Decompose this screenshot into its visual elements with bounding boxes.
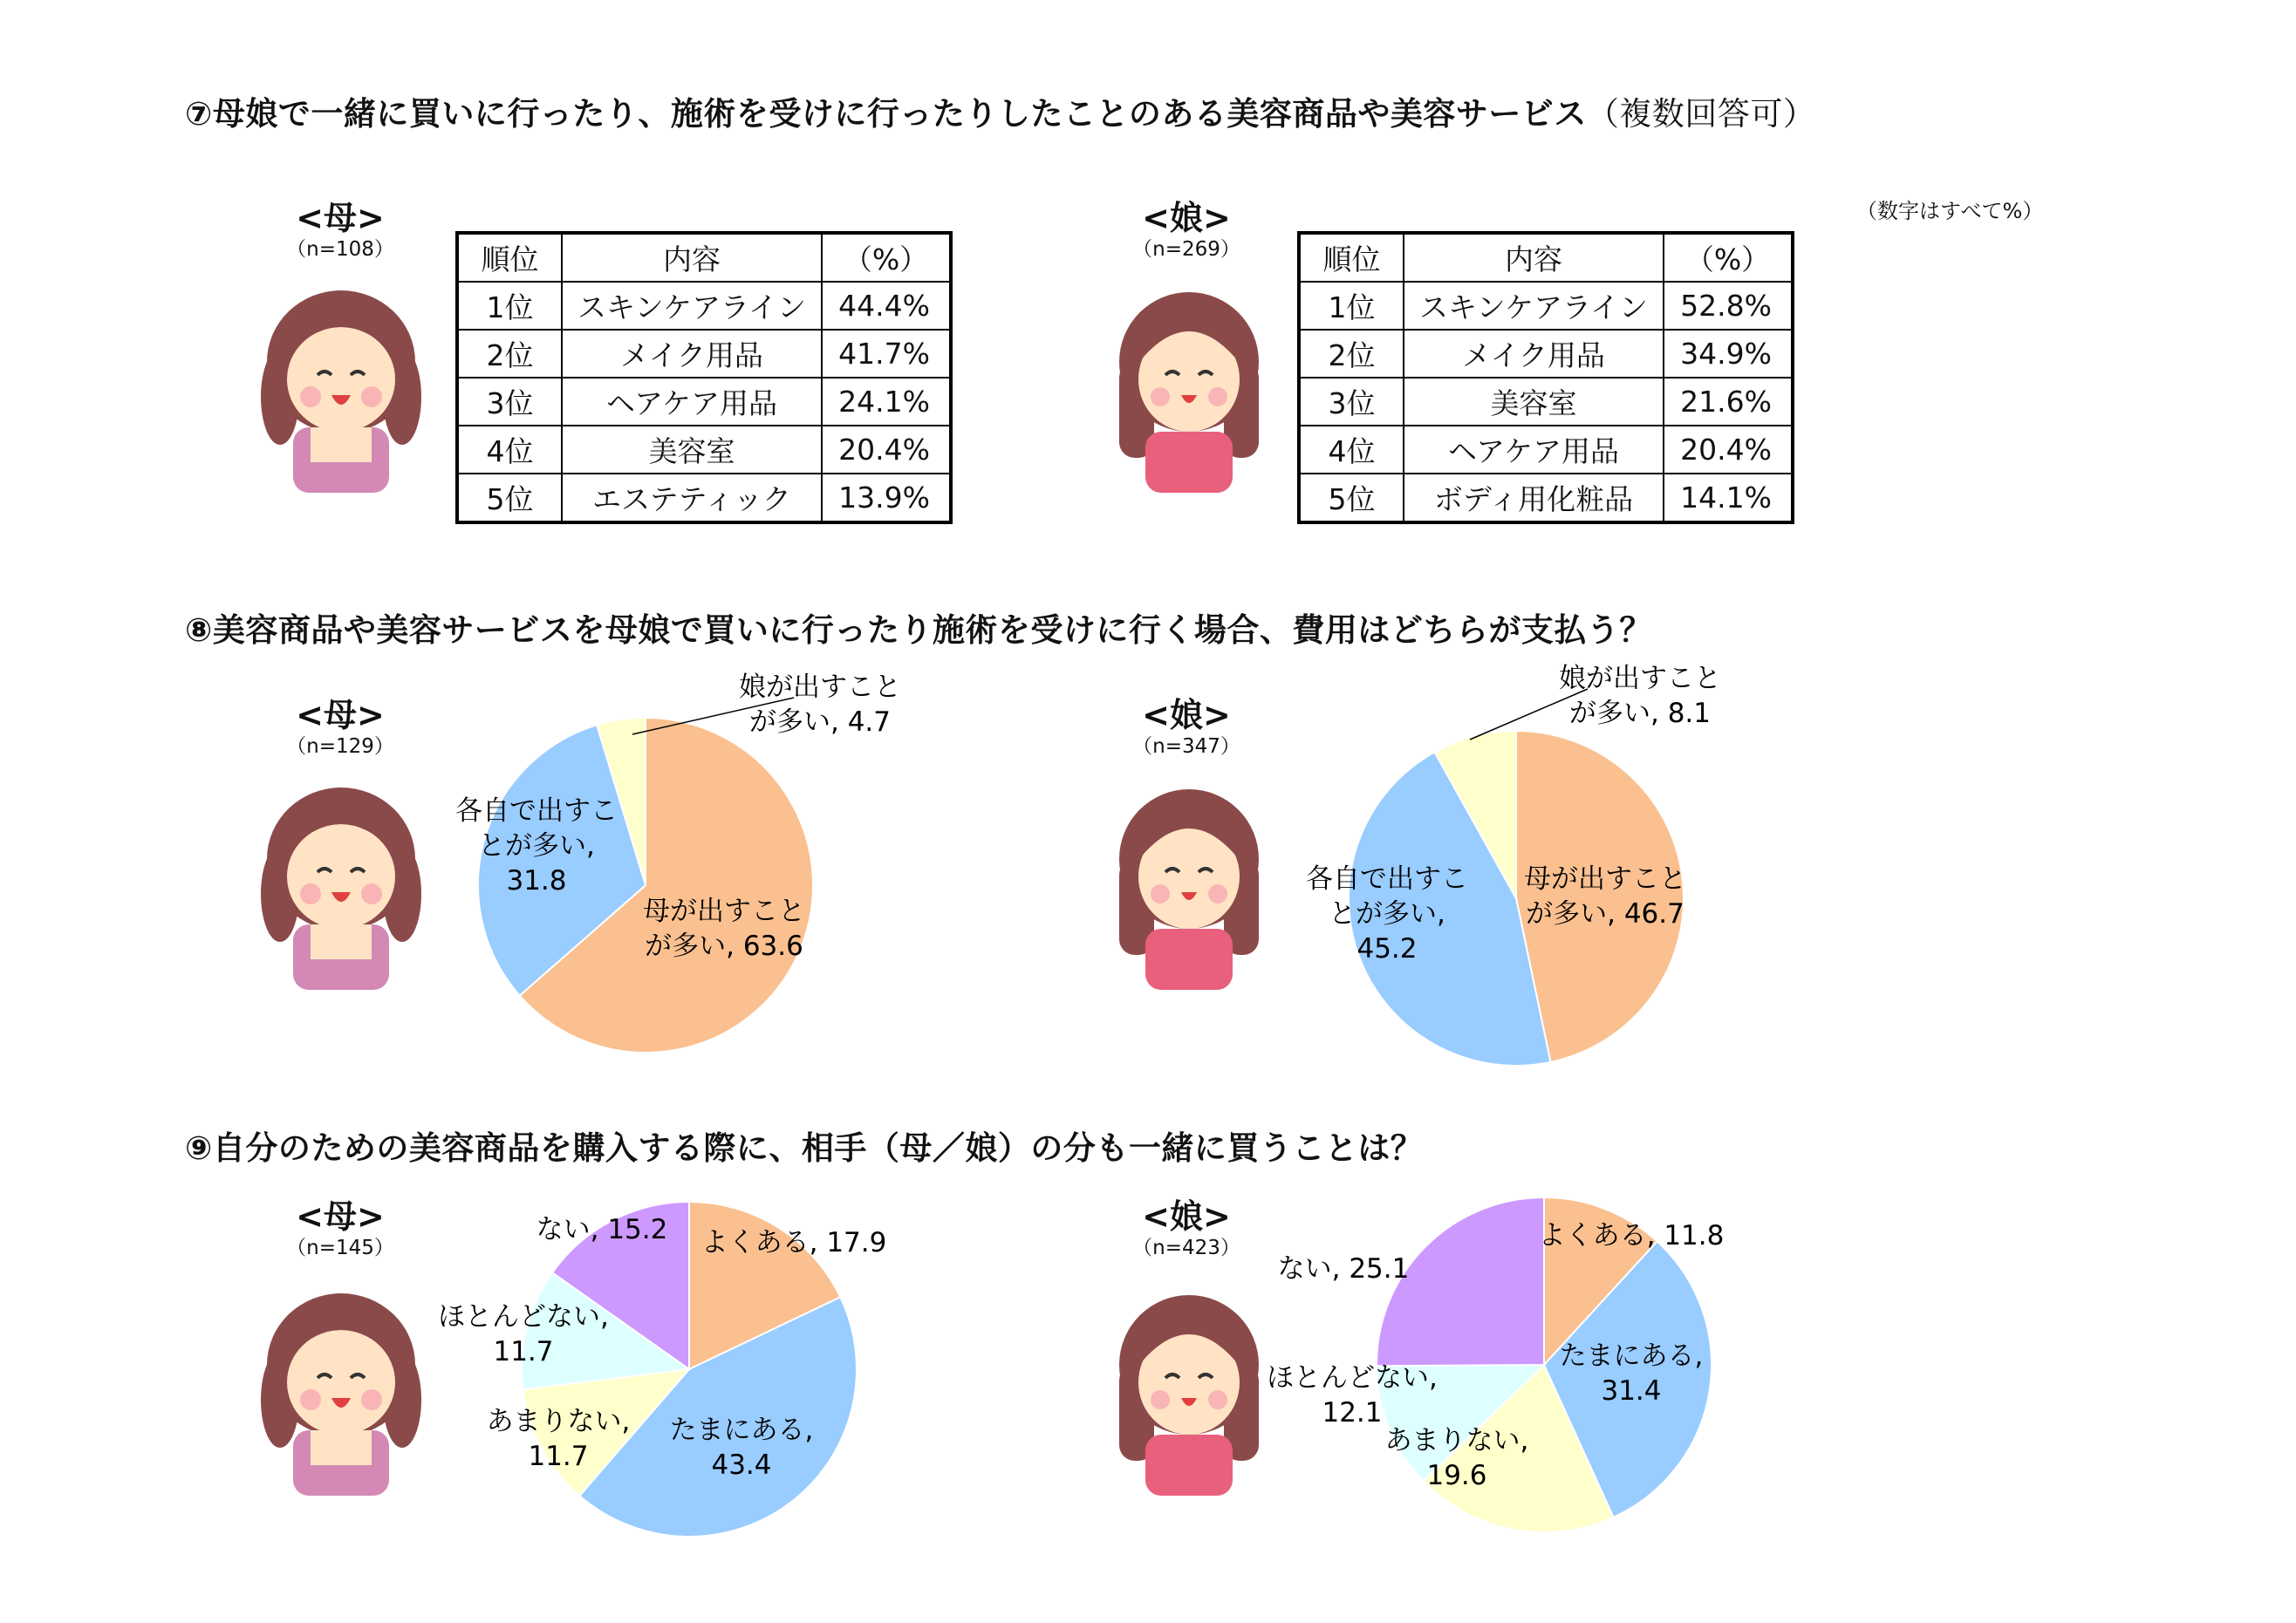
s8-mother-header [253, 696, 427, 759]
daughter-illustration [1106, 1286, 1272, 1496]
rank-cell: 5位 [457, 474, 562, 522]
slice-label: 各自で出すことが多い, 31.8 [455, 795, 618, 897]
slice-label: よくある, 11.8 [1538, 1220, 1725, 1251]
rank-cell: 2位 [1299, 330, 1404, 378]
mother-sample-size: （n=129） [286, 735, 394, 758]
rank-cell: 3位 [1299, 378, 1404, 426]
pct-cell: 34.9% [1664, 330, 1793, 378]
header-rank: 順位 [457, 233, 562, 282]
pct-cell: 20.4% [822, 426, 951, 474]
slice-label: 母が出すことが多い, 46.7 [1524, 863, 1686, 930]
section8-title: ⑧美容商品や美容サービスを母娘で買いに行ったり施術を受けに行く場合、費用はどちらが支払う？ [185, 611, 1652, 649]
pct-cell: 13.9% [822, 474, 951, 522]
item-cell: スキンケアライン [562, 282, 822, 330]
item-cell: ヘアケア用品 [1404, 426, 1664, 474]
slice-label: ない, 15.2 [536, 1214, 668, 1245]
slice-label: ない, 25.1 [1277, 1253, 1410, 1285]
table-header-row [457, 233, 951, 282]
rank-cell: 5位 [1299, 474, 1404, 522]
pct-cell: 41.7% [822, 330, 951, 378]
daughter-illustration [1106, 781, 1272, 990]
slice-label: 娘が出すことが多い, 4.7 [739, 672, 901, 738]
rank-cell: 2位 [457, 330, 562, 378]
table-row [1299, 474, 1793, 522]
s9-daughter-header [1099, 1197, 1274, 1260]
table-row [1299, 426, 1793, 474]
item-cell: ボディ用化粧品 [1404, 474, 1664, 522]
pie-chart-buy-together-daughter [1256, 1177, 1797, 1561]
pie-slice [1516, 731, 1684, 1062]
slice-label: あまりない, 19.6 [1384, 1425, 1529, 1491]
s7-daughter-header [1099, 199, 1274, 262]
table-row [457, 282, 951, 330]
daughter-label: <娘> [1142, 696, 1231, 734]
pct-cell: 14.1% [1664, 474, 1793, 522]
slice-label: 各自で出すことが多い, 45.2 [1306, 863, 1468, 965]
daughter-sample-size: （n=347） [1132, 735, 1240, 758]
item-cell: ヘアケア用品 [562, 378, 822, 426]
rank-cell: 4位 [1299, 426, 1404, 474]
section7-title [185, 87, 1815, 134]
item-cell: メイク用品 [562, 330, 822, 378]
pie-chart-payer-mother [454, 663, 942, 1047]
rank-cell: 1位 [1299, 282, 1404, 330]
item-cell: 美容室 [562, 426, 822, 474]
item-cell: スキンケアライン [1404, 282, 1664, 330]
section7-title-main: ⑦母娘で一緒に買いに行ったり、施術を受けに行ったりしたことのある美容商品や美容サービス [185, 95, 1587, 133]
pct-cell: 44.4% [822, 282, 951, 330]
slice-label: よくある, 17.9 [700, 1227, 887, 1258]
rank-cell: 3位 [457, 378, 562, 426]
daughter-illustration [1106, 283, 1272, 493]
item-cell: エステティック [562, 474, 822, 522]
rank-cell: 1位 [457, 282, 562, 330]
daughter-ranking-table [1297, 231, 1794, 524]
section7-title-sub: （複数回答可） [1586, 95, 1816, 133]
units-note: （数字はすべて%） [1856, 199, 2044, 223]
pct-cell: 21.6% [1664, 378, 1793, 426]
mother-ranking-table [455, 231, 953, 524]
section9-title: ⑨自分のための美容商品を購入する際に、相手（母／娘）の分も一緒に買うことは？ [185, 1129, 1424, 1167]
table-row [457, 426, 951, 474]
mother-label: <母> [296, 696, 385, 734]
table-row [457, 330, 951, 378]
slice-label: ほとんどない, 11.7 [438, 1301, 609, 1367]
mother-illustration [258, 1286, 424, 1496]
header-item: 内容 [562, 233, 822, 282]
header-pct: （%） [822, 233, 951, 282]
s7-mother-header [253, 199, 427, 262]
item-cell: メイク用品 [1404, 330, 1664, 378]
mother-label: <母> [296, 199, 385, 237]
s8-daughter-header [1099, 696, 1274, 759]
pct-cell: 24.1% [822, 378, 951, 426]
daughter-sample-size: （n=423） [1132, 1237, 1240, 1259]
daughter-sample-size: （n=269） [1132, 238, 1240, 261]
slice-label: たまにある, 43.4 [669, 1415, 814, 1481]
table-row [457, 378, 951, 426]
slice-label: ほとんどない, 12.1 [1267, 1362, 1438, 1429]
mother-illustration [258, 781, 424, 990]
table-header-row [1299, 233, 1793, 282]
rank-cell: 4位 [457, 426, 562, 474]
mother-sample-size: （n=108） [286, 238, 394, 261]
slice-label: 母が出すことが多い, 63.6 [643, 896, 805, 962]
pie-chart-payer-daughter [1300, 663, 1788, 1047]
pct-cell: 20.4% [1664, 426, 1793, 474]
table-row [1299, 282, 1793, 330]
table-row [457, 474, 951, 522]
slice-label: あまりない, 11.7 [486, 1406, 631, 1472]
header-item: 内容 [1404, 233, 1664, 282]
mother-illustration [258, 283, 424, 493]
pie-chart-buy-together-mother [401, 1177, 942, 1561]
header-rank: 順位 [1299, 233, 1404, 282]
mother-sample-size: （n=145） [286, 1237, 394, 1259]
header-pct: （%） [1664, 233, 1793, 282]
table-row [1299, 330, 1793, 378]
slice-label: たまにある, 31.4 [1559, 1340, 1704, 1407]
daughter-label: <娘> [1142, 199, 1231, 237]
pct-cell: 52.8% [1664, 282, 1793, 330]
item-cell: 美容室 [1404, 378, 1664, 426]
mother-label: <母> [296, 1197, 385, 1236]
slice-label: 娘が出すことが多い, 8.1 [1559, 663, 1721, 729]
daughter-label: <娘> [1142, 1197, 1231, 1236]
table-row [1299, 378, 1793, 426]
